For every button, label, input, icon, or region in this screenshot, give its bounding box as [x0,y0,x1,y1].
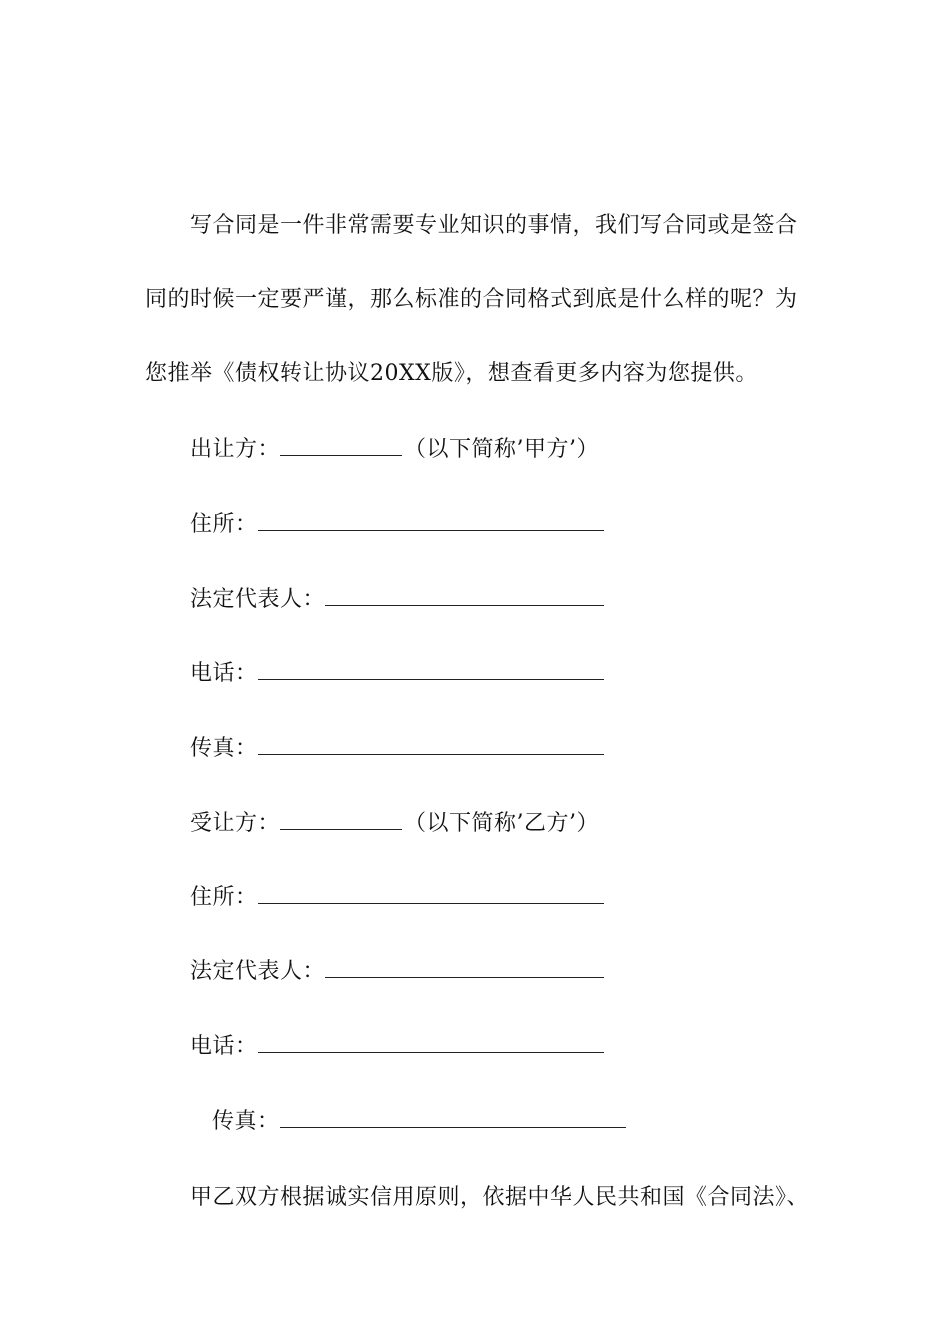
party-b-name-label: 受让方： [190,811,281,836]
intro-line-1: 写合同是一件非常需要专业知识的事情，我们写合同或是签合 [190,213,798,238]
party-a-fax-field[interactable] [258,734,604,755]
party-a-address-label: 住所： [190,512,258,537]
party-a-address-field[interactable] [258,510,604,531]
party-a-rep-label: 法定代表人： [190,587,326,612]
party-b-rep-row [190,957,604,987]
party-b-address-row [190,883,604,913]
party-a-phone-field[interactable] [258,659,604,680]
party-a-phone-label: 电话： [190,661,258,686]
party-b-name-note: （以下简称’乙方’） [404,811,600,836]
party-b-address-field[interactable] [258,883,604,904]
party-a-name-note: （以下简称’甲方’） [404,437,600,462]
party-a-rep-field[interactable] [325,585,604,606]
party-b-fax-row [212,1107,626,1137]
party-a-fax-row [190,734,604,764]
party-a-name-field[interactable] [280,435,402,456]
party-b-phone-row [190,1032,604,1062]
party-a-name-row [190,435,599,465]
party-b-rep-field[interactable] [325,957,604,978]
party-b-address-label: 住所： [190,885,258,910]
party-b-phone-label: 电话： [190,1034,258,1059]
party-b-fax-field[interactable] [280,1107,626,1128]
party-b-phone-field[interactable] [258,1032,604,1053]
party-b-fax-label: 传真： [212,1109,280,1134]
intro-line-3: 您推举《债权转让协议20XX版》，想查看更多内容为您提供。 [145,361,758,386]
party-b-name-field[interactable] [280,809,402,830]
party-a-rep-row [190,585,604,615]
party-b-name-row [190,809,599,839]
party-b-rep-label: 法定代表人： [190,959,326,984]
party-a-fax-label: 传真： [190,736,258,761]
intro-line-2: 同的时候一定要严谨，那么标准的合同格式到底是什么样的呢？为 [145,287,798,312]
party-a-name-label: 出让方： [190,437,281,462]
body-line-1: 甲乙双方根据诚实信用原则，依据中华人民共和国《合同法》、 [190,1185,810,1210]
party-a-address-row [190,510,604,540]
party-a-phone-row [190,659,604,689]
